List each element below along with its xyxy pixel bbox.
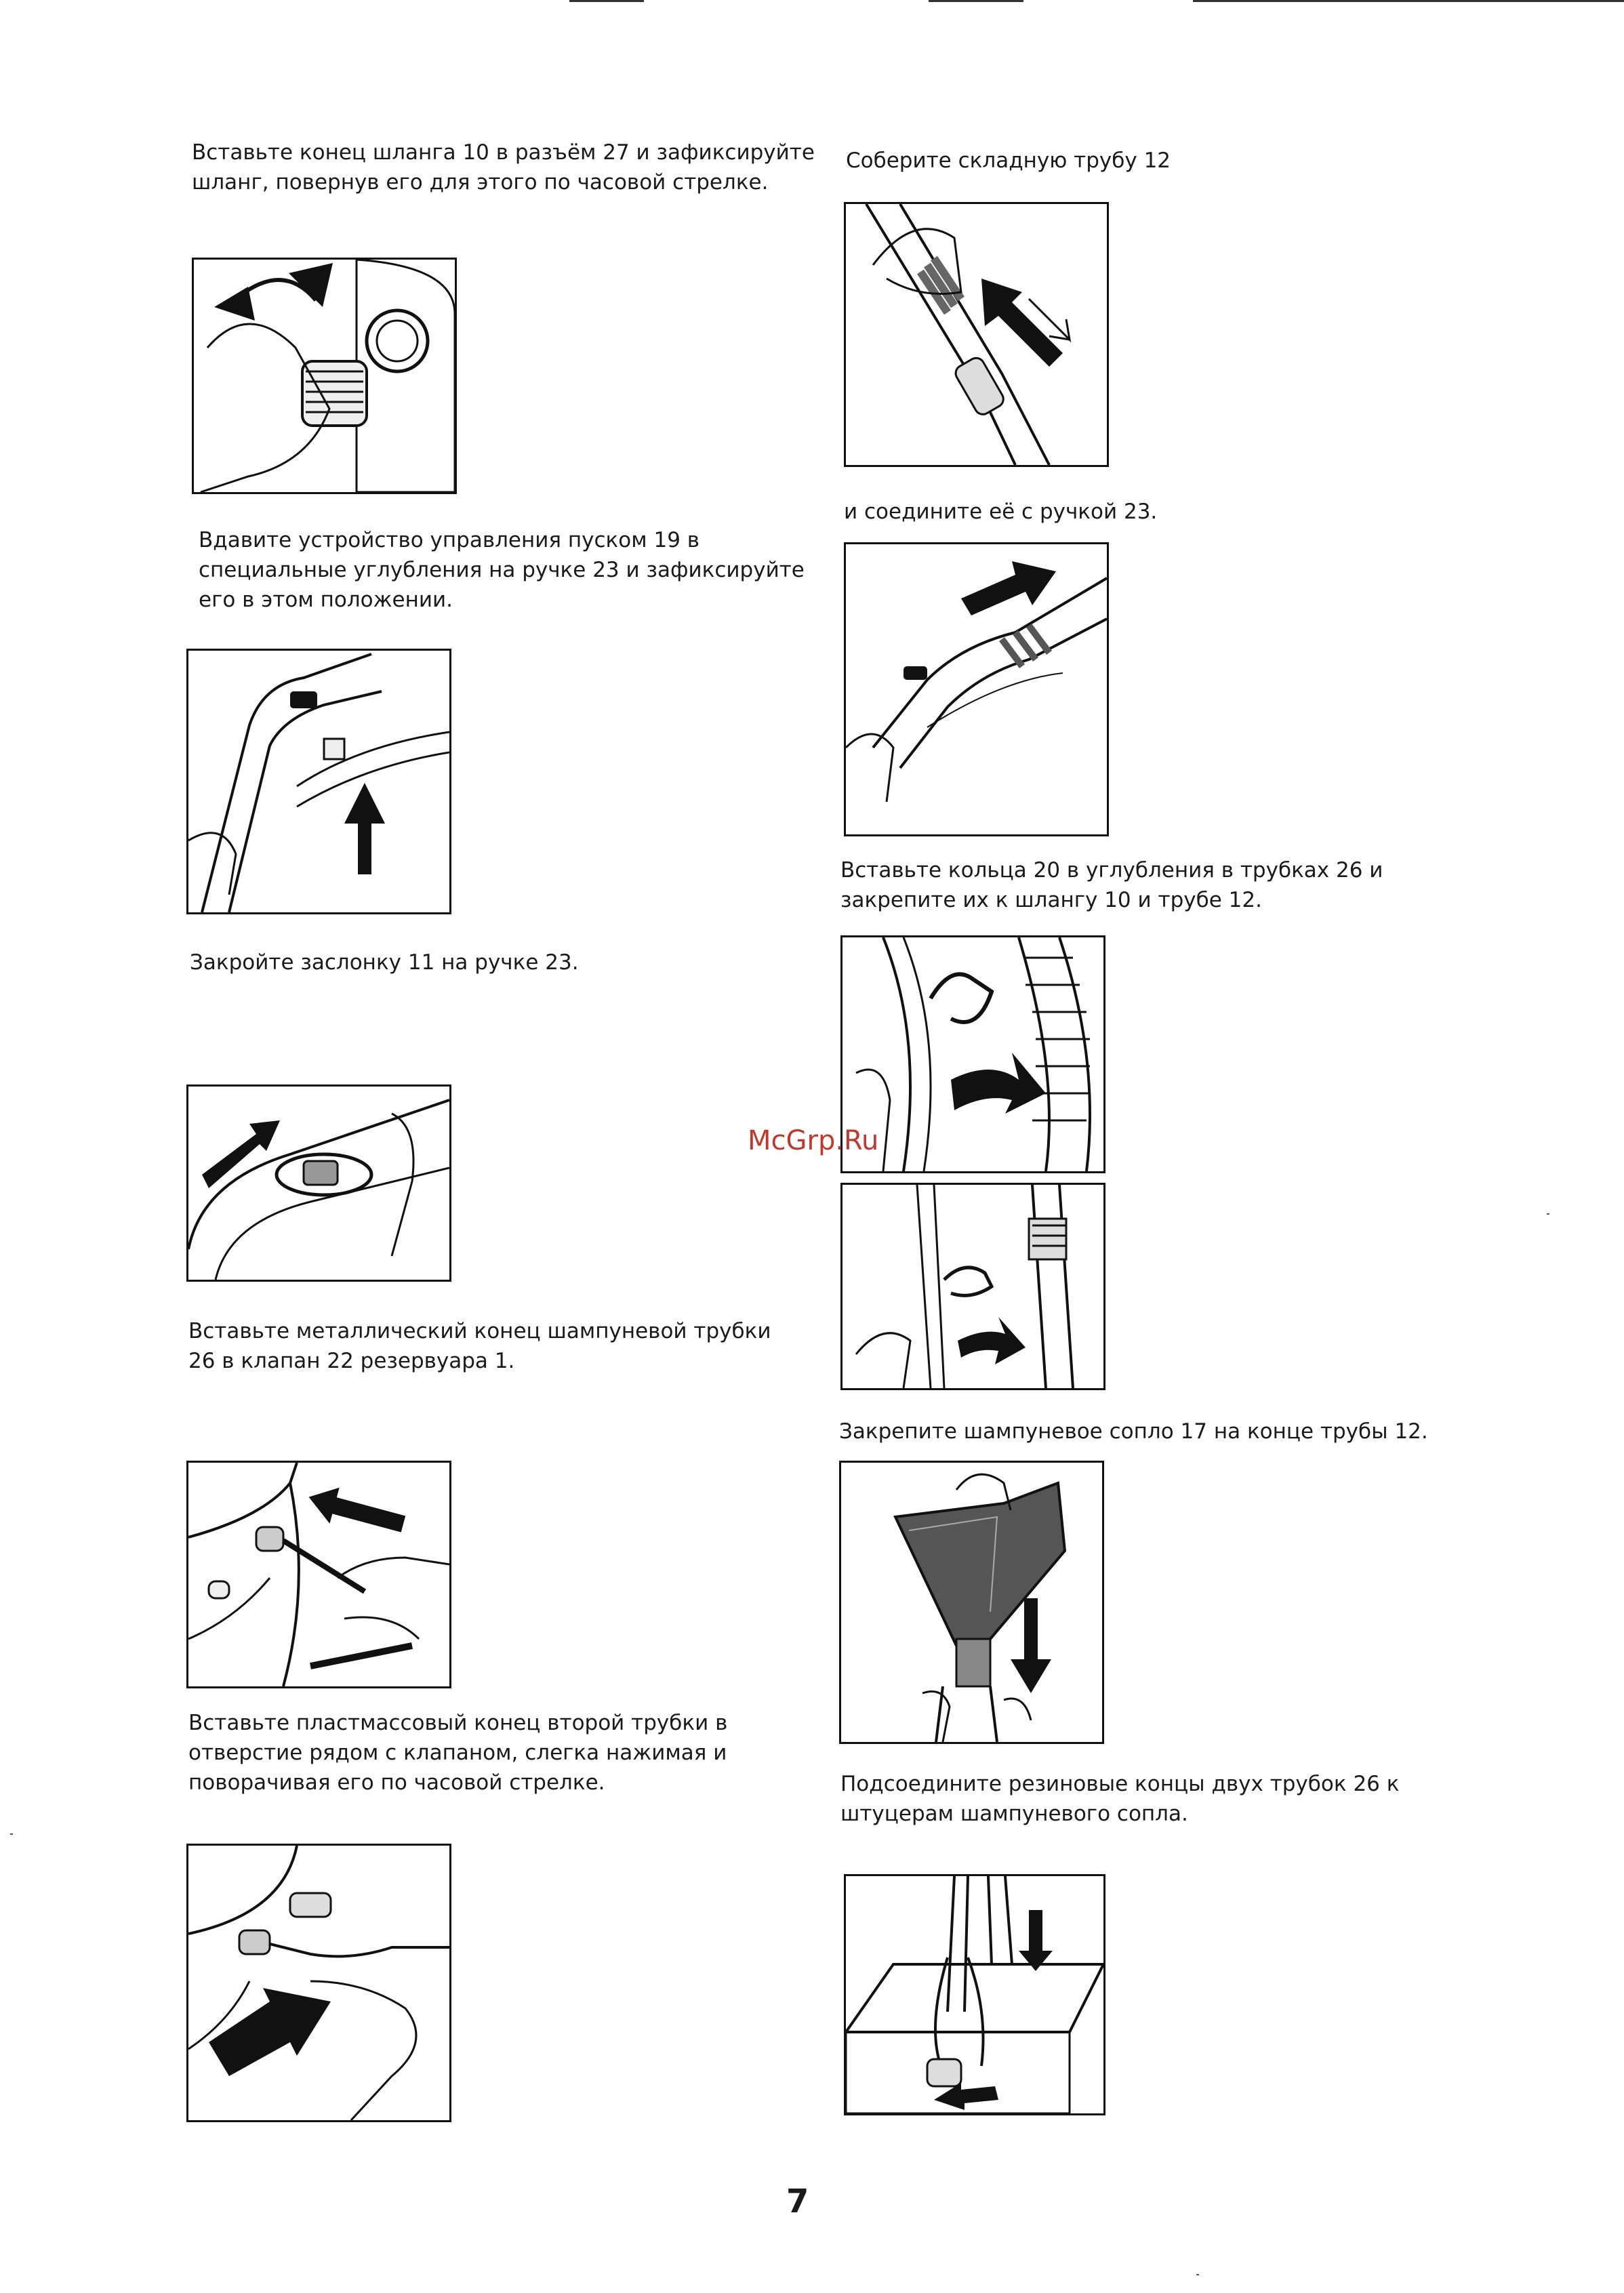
scan-speck <box>10 1833 13 1835</box>
instruction-control-unit: Вдавите устройство управления пуском 19 в специальные углубления на ручке 23 и зафиксируйте его в этом положении. <box>199 528 805 612</box>
figure-rubber-ends <box>844 1874 1105 2115</box>
instruction-plastic-tube: Вставьте пластмассовый конец второй трубки в отверстие рядом с клапаном, слегка нажимая и поворачивая его по часовой стрелке. <box>188 1711 728 1795</box>
instruction-rubber-ends: Подсоедините резиновые концы двух трубок 26 к штуцерам шампуневого сопла. <box>840 1772 1400 1826</box>
instruction-metal-tube: Вставьте металлический конец шампуневой трубки 26 в клапан 22 резервуара 1. <box>188 1319 771 1373</box>
figure-rings-1 <box>840 935 1105 1173</box>
scan-speck <box>1547 1213 1549 1215</box>
watermark: McGrp.Ru <box>748 1125 879 1156</box>
instruction-close-flap: Закройте заслонку 11 на ручке 23. <box>190 950 579 975</box>
figure-hose-connect <box>192 258 457 494</box>
instruction-hose-connect: Вставьте конец шланга 10 в разъём 27 и зафиксируйте шланг, повернув его для этого по часовой стрелке. <box>192 140 815 195</box>
figure-metal-tube <box>186 1461 451 1688</box>
instruction-assemble-tube: Соберите складную трубу 12 <box>846 148 1171 173</box>
figure-plastic-tube <box>186 1844 451 2122</box>
figure-connect-handle <box>844 542 1109 836</box>
figure-close-flap <box>186 1084 451 1282</box>
figure-rings-2 <box>840 1183 1105 1390</box>
top-rule-3 <box>1193 0 1624 2</box>
instruction-connect-handle: и соедините её с ручкой 23. <box>844 500 1158 524</box>
scan-speck <box>1196 2274 1199 2275</box>
page-number: 7 <box>786 2183 809 2220</box>
instruction-shampoo-nozzle: Закрепите шампуневое сопло 17 на конце трубы 12. <box>839 1419 1428 1444</box>
instruction-rings: Вставьте кольца 20 в углубления в трубках 26 и закрепите их к шлангу 10 и трубе 12. <box>840 858 1383 912</box>
figure-assemble-tube <box>844 202 1109 467</box>
figure-shampoo-nozzle <box>839 1461 1104 1744</box>
top-rule-2 <box>929 0 1023 2</box>
figure-control-unit <box>186 649 451 914</box>
top-rule-1 <box>569 0 644 2</box>
